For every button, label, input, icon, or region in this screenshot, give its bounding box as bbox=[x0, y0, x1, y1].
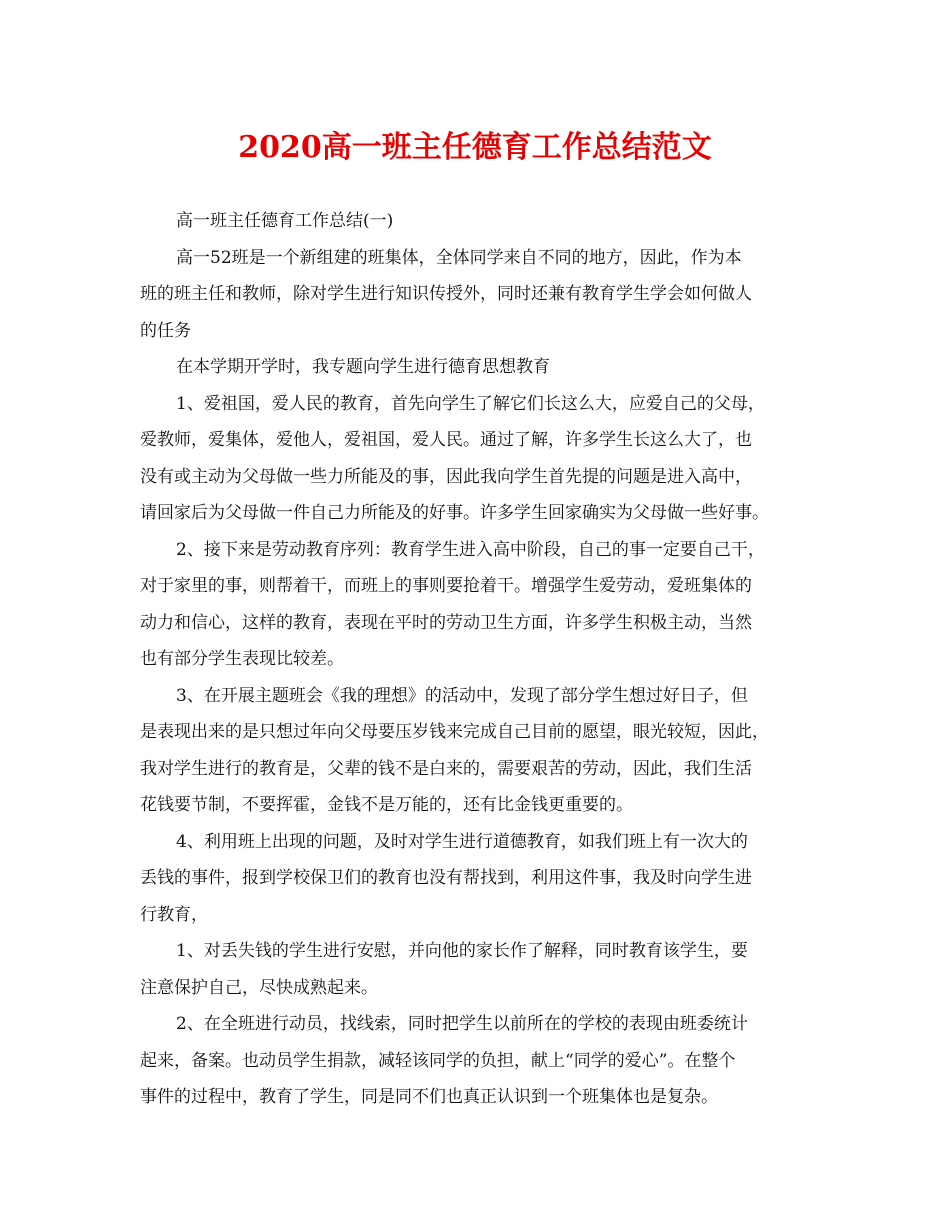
paragraph-line: 动力和信心，这样的教育，表现在平时的劳动卫生方面，许多学生积极主动，当然 bbox=[140, 612, 752, 633]
paragraph-line: 2、接下来是劳动教育序列：教育学生进入高中阶段，自己的事一定要自己干， bbox=[176, 539, 765, 560]
paragraph bbox=[140, 532, 830, 678]
paragraph bbox=[140, 386, 830, 532]
paragraph-line: 1、爱祖国，爱人民的教育，首先向学生了解它们长这么大，应爱自己的父母， bbox=[176, 393, 765, 414]
document-title: 2020高一班主任德育工作总结范文 bbox=[238, 130, 712, 165]
paragraph bbox=[140, 240, 830, 350]
document-body bbox=[140, 203, 830, 1116]
paragraph-line: 是表现出来的是只想过年向父母要压岁钱来完成自己目前的愿望，眼光较短，因此， bbox=[140, 722, 769, 742]
paragraph-line: 班的班主任和教师，除对学生进行知识传授外，同时还兼有教育学生学会如何做人 bbox=[140, 284, 752, 304]
paragraph-line: 对于家里的事，则帮着干，而班上的事则要抢着干。增强学生爱劳动，爱班集体的 bbox=[140, 576, 752, 596]
paragraph-line: 起来，备案。也动员学生捐款，减轻该同学的负担，献上“同学的爱心”。在整个 bbox=[140, 1050, 736, 1071]
paragraph-line: 请回家后为父母做一件自己力所能及的好事。许多学生回家确实为父母做一些好事。 bbox=[140, 503, 769, 523]
paragraph-line: 1、对丢失钱的学生进行安慰，并向他的家长作了解释，同时教育该学生，要 bbox=[176, 941, 748, 961]
paragraph-line: 行教育， bbox=[140, 904, 208, 925]
paragraph bbox=[140, 349, 830, 386]
paragraph-line: 高一班主任德育工作总结(一) bbox=[176, 211, 394, 231]
paragraph-line: 丢钱的事件，报到学校保卫们的教育也没有帮找到，利用这件事，我及时向学生进 bbox=[140, 868, 752, 888]
paragraph bbox=[140, 203, 830, 240]
paragraph-line: 爱教师，爱集体，爱他人，爱祖国，爱人民。通过了解，许多学生长这么大了，也 bbox=[140, 430, 752, 450]
paragraph bbox=[140, 1006, 830, 1116]
paragraph-line: 没有或主动为父母做一些力所能及的事，因此我向学生首先提的问题是进入高中， bbox=[140, 466, 752, 487]
paragraph-line: 的任务 bbox=[140, 320, 191, 341]
paragraph bbox=[140, 678, 830, 824]
paragraph-line: 高一52班是一个新组建的班集体，全体同学来自不同的地方，因此，作为本 bbox=[176, 247, 742, 268]
paragraph-line: 注意保护自己，尽快成熟起来。 bbox=[140, 977, 378, 998]
paragraph-line: 花钱要节制，不要挥霍，金钱不是万能的，还有比金钱更重要的。 bbox=[140, 795, 633, 815]
paragraph-line: 事件的过程中，教育了学生，同是同不们也真正认识到一个班集体也是复杂。 bbox=[140, 1087, 718, 1107]
paragraph-line: 4、利用班上出现的问题，及时对学生进行道德教育，如我们班上有一次大的 bbox=[176, 831, 748, 852]
paragraph-line: 也有部分学生表现比较差。 bbox=[140, 649, 344, 669]
paragraph-line: 3、在开展主题班会《我的理想》的活动中，发现了部分学生想过好日子，但 bbox=[176, 685, 748, 706]
paragraph bbox=[140, 933, 830, 1006]
paragraph-line: 2、在全班进行动员，找线索，同时把学生以前所在的学校的表现由班委统计 bbox=[176, 1014, 748, 1034]
paragraph bbox=[140, 824, 830, 934]
paragraph-line: 我对学生进行的教育是，父辈的钱不是白来的，需要艰苦的劳动，因此，我们生活 bbox=[140, 758, 752, 779]
paragraph-line: 在本学期开学时，我专题向学生进行德育思想教育 bbox=[176, 357, 550, 377]
